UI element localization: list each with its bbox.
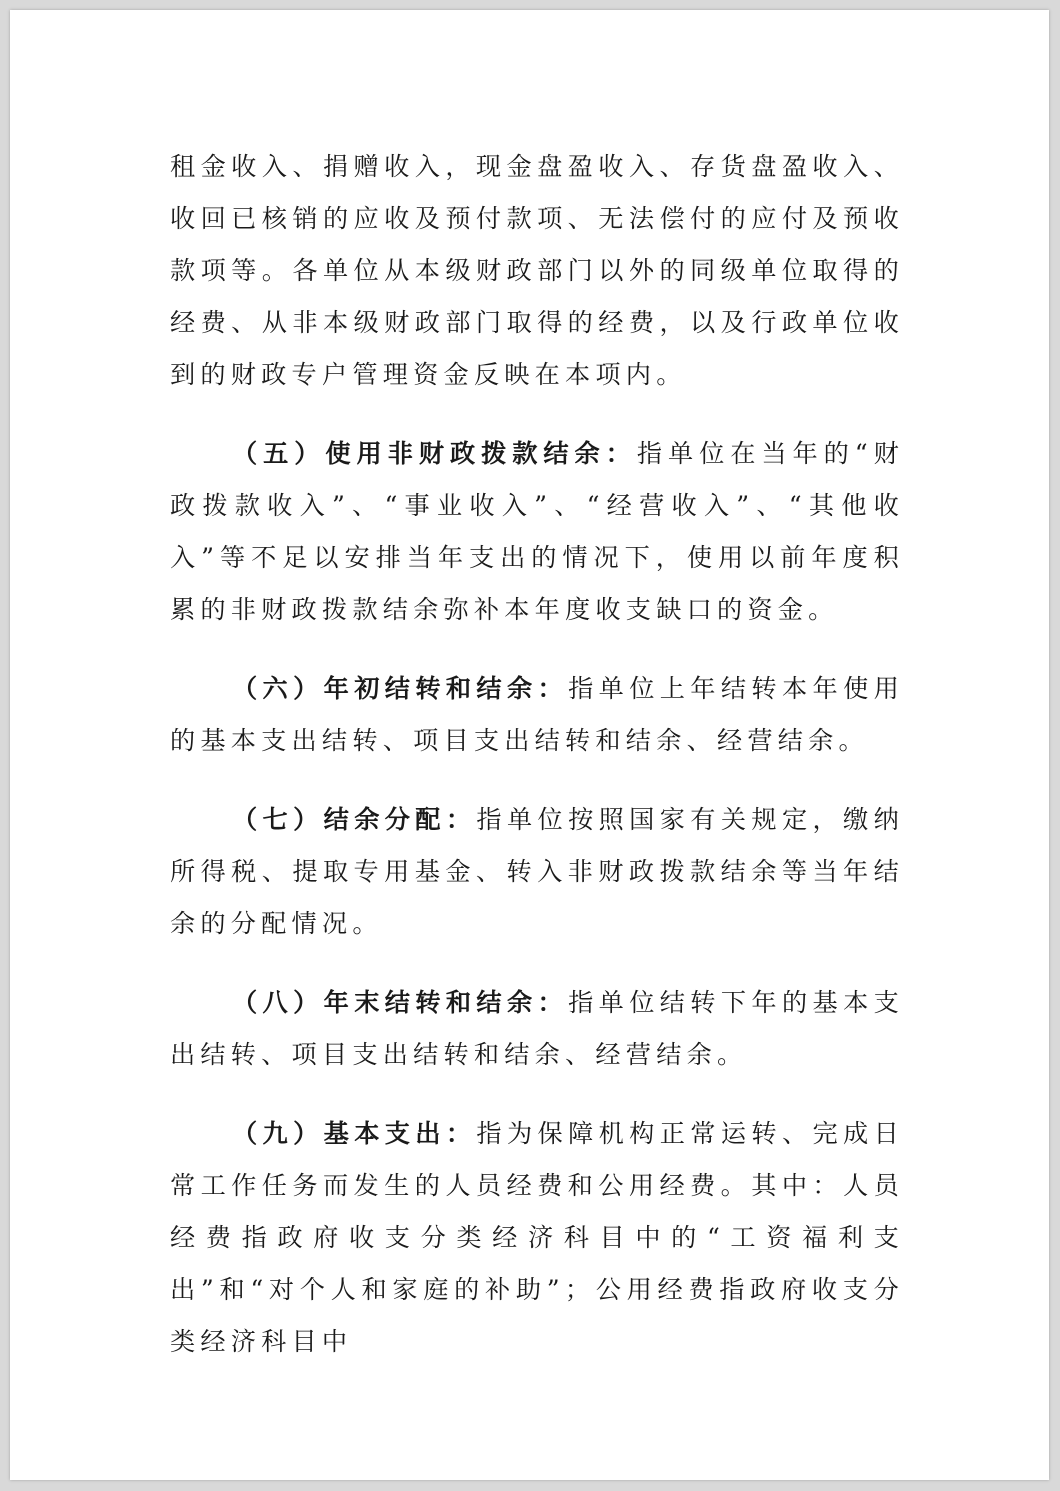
paragraph-text: 租金收入、捐赠收入，现金盘盈收入、存货盘盈收入、收回已核销的应收及预付款项、无法偿付的应付及预收款项等。各单位从本级财政部门以外的同级单位取得的经费、从非本级财政部门取得的经费，以及行政单位收到的财政专户管理资金反映在本项内。 <box>170 152 904 389</box>
paragraph-non-fiscal-surplus-use <box>170 427 904 636</box>
document-page <box>10 10 1049 1480</box>
paragraph-text: 指单位在当年的“财政拨款收入”、“事业收入”、“经营收入”、“其他收入”等不足以安排当年支出的情况下，使用以前年度积累的非财政拨款结余弥补本年度收支缺口的资金。 <box>170 439 904 624</box>
term-heading: （九）基本支出： <box>232 1118 477 1148</box>
document-body <box>170 141 904 1394</box>
paragraph-text: 指单位按照国家有关规定，缴纳所得税、提取专用基金、转入非财政拨款结余等当年结余的分配情况。 <box>170 805 904 938</box>
paragraph-basic-expenditure <box>170 1107 904 1368</box>
paragraph-closing-balance <box>170 976 904 1081</box>
term-heading: （五）使用非财政拨款结余： <box>232 438 637 468</box>
term-heading: （七）结余分配： <box>232 804 477 834</box>
paragraph-income-continuation <box>170 141 904 401</box>
paragraph-opening-balance <box>170 662 904 767</box>
paragraph-text: 指为保障机构正常运转、完成日常工作任务而发生的人员经费和公用经费。其中：人员经费指政府收支分类经济科目中的“工资福利支出”和“对个人和家庭的补助”；公用经费指政府收支分类经济科目中 <box>170 1119 904 1356</box>
term-heading: （六）年初结转和结余： <box>232 673 569 703</box>
paragraph-text: 指单位上年结转本年使用的基本支出结转、项目支出结转和结余、经营结余。 <box>170 674 905 755</box>
paragraph-surplus-distribution <box>170 793 904 950</box>
paragraph-text: 指单位结转下年的基本支出结转、项目支出结转和结余、经营结余。 <box>170 988 905 1069</box>
term-heading: （八）年末结转和结余： <box>232 987 569 1017</box>
